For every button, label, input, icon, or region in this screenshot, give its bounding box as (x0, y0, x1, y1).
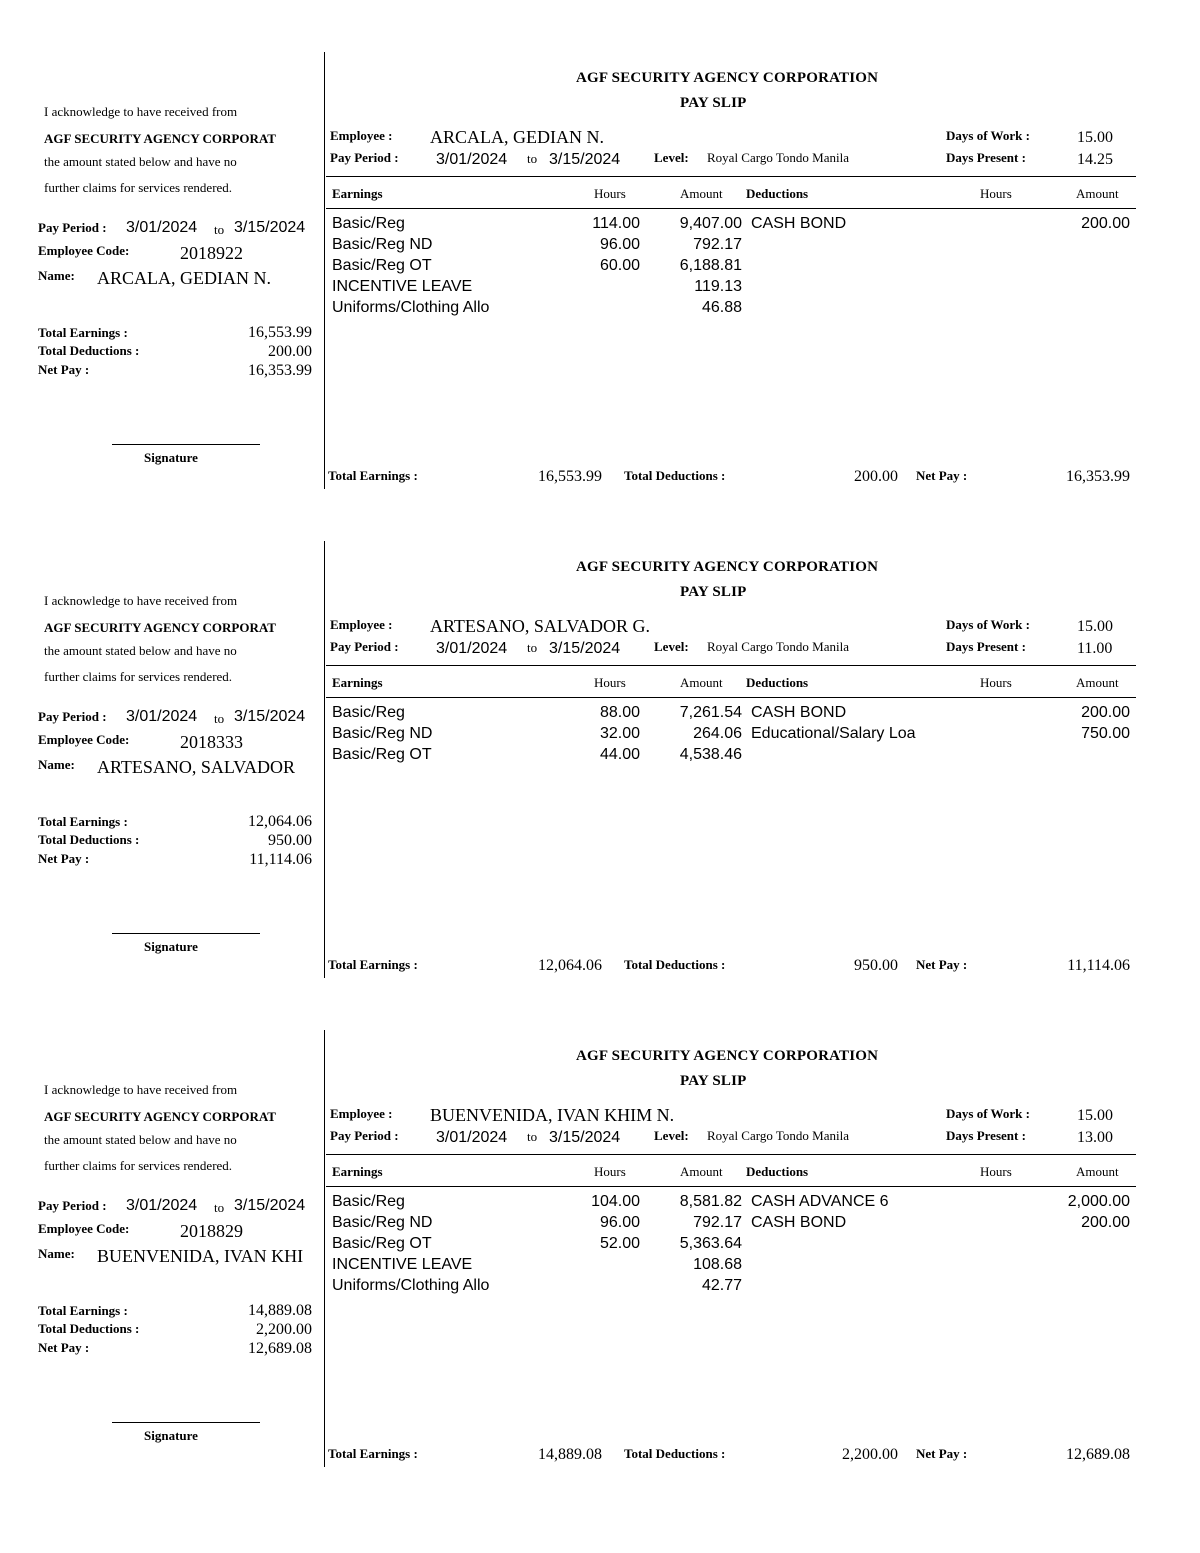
payslip-1 (0, 52, 1200, 522)
signature-line (112, 933, 260, 934)
level-label: Level: (654, 150, 689, 165)
stub-net-pay: 16,353.99 (248, 362, 312, 379)
footer-total-earnings: 16,553.99 (538, 468, 602, 485)
ack-line-1: I acknowledge to have received from (44, 104, 238, 119)
stub-net-pay: 11,114.06 (249, 851, 312, 868)
deduction-amount: 2,000.00 (1067, 1193, 1130, 1210)
col-hours: Hours (594, 186, 626, 201)
earning-hours: 88.00 (599, 704, 640, 721)
earning-amount: 792.17 (693, 1214, 742, 1231)
earning-amount: 119.13 (694, 278, 742, 295)
level-label: Level: (654, 639, 689, 654)
stub-total-deductions-label: Total Deductions : (38, 832, 140, 847)
period-from: 3/01/2024 (436, 640, 508, 657)
stub-total-deductions-label: Total Deductions : (38, 343, 140, 358)
line-item-row (0, 257, 1200, 278)
col-amount: Amount (680, 186, 723, 201)
line-item-row (0, 1214, 1200, 1235)
earning-amount: 42.77 (701, 1277, 742, 1294)
pay-period-label: Pay Period : (330, 150, 399, 165)
line-item-row (0, 1235, 1200, 1256)
stub-total-deductions-label: Total Deductions : (38, 1321, 140, 1336)
period-from: 3/01/2024 (436, 1129, 508, 1146)
stub-period-to: 3/15/2024 (234, 219, 306, 236)
slip-title: PAY SLIP (680, 584, 747, 600)
line-item-row (0, 1256, 1200, 1277)
earning-amount: 8,581.82 (679, 1193, 742, 1210)
ack-line-3: the amount stated below and have no (44, 154, 237, 169)
days-present: 14.25 (1077, 151, 1113, 168)
col-amount-2: Amount (1076, 675, 1119, 690)
days-present: 11.00 (1077, 640, 1113, 657)
footer-total-deductions-label: Total Deductions : (624, 468, 726, 483)
period-to: 3/15/2024 (549, 1129, 621, 1146)
earning-hours: 114.00 (592, 215, 640, 232)
earning-desc: Uniforms/Clothing Allo (332, 299, 490, 316)
stub-period-to: 3/15/2024 (234, 1197, 306, 1214)
stub-total-earnings: 16,553.99 (248, 324, 312, 341)
employee-name: BUENVENIDA, IVAN KHIM N. (430, 1105, 675, 1125)
stub-employee-code: 2018829 (180, 1221, 243, 1241)
pay-period-label: Pay Period : (330, 1128, 399, 1143)
stub-net-pay-label: Net Pay : (38, 1340, 90, 1355)
col-earnings: Earnings (332, 1164, 383, 1179)
level-value: Royal Cargo Tondo Manila (707, 639, 849, 654)
earning-amount: 7,261.54 (679, 704, 742, 721)
to-label: to (527, 640, 538, 655)
stub-total-earnings: 14,889.08 (248, 1302, 312, 1319)
stub-pay-period-label: Pay Period : (38, 709, 107, 724)
earning-desc: Basic/Reg ND (332, 236, 433, 253)
stub-total-earnings-label: Total Earnings : (38, 814, 128, 829)
employee-name: ARTESANO, SALVADOR G. (430, 616, 650, 636)
footer-net-pay: 12,689.08 (1066, 1446, 1130, 1463)
header-bottom-rule (326, 1186, 1136, 1187)
footer-total-earnings-label: Total Earnings : (328, 468, 418, 483)
stub-total-earnings: 12,064.06 (248, 813, 312, 830)
earning-hours: 44.00 (599, 746, 640, 763)
header-bottom-rule (326, 697, 1136, 698)
stub-period-from: 3/01/2024 (126, 219, 198, 236)
earning-hours: 60.00 (599, 257, 640, 274)
ack-line-4: further claims for services rendered. (44, 1158, 233, 1173)
col-hours-2: Hours (980, 675, 1012, 690)
period-to: 3/15/2024 (549, 151, 621, 168)
line-item-row (0, 1277, 1200, 1298)
to-label: to (527, 151, 538, 166)
earning-desc: Basic/Reg (332, 215, 405, 232)
stub-total-deductions: 2,200.00 (256, 1321, 312, 1338)
ack-line-3: the amount stated below and have no (44, 1132, 237, 1147)
pay-period-label: Pay Period : (330, 639, 399, 654)
slip-title: PAY SLIP (680, 1073, 747, 1089)
stub-employee-code: 2018922 (180, 243, 243, 263)
stub-pay-period-label: Pay Period : (38, 220, 107, 235)
stub-name-label: Name: (38, 757, 75, 772)
footer-total-earnings-label: Total Earnings : (328, 1446, 418, 1461)
days-of-work-label: Days of Work : (946, 1106, 1030, 1121)
stub-employee-name: BUENVENIDA, IVAN KHI (97, 1246, 304, 1266)
earning-hours: 96.00 (599, 236, 640, 253)
col-hours-2: Hours (980, 186, 1012, 201)
deduction-desc: Educational/Salary Loa (751, 725, 916, 742)
earning-amount: 4,538.46 (679, 746, 742, 763)
line-item-row (0, 746, 1200, 767)
level-label: Level: (654, 1128, 689, 1143)
days-of-work: 15.00 (1077, 618, 1113, 635)
footer-net-pay-label: Net Pay : (916, 957, 968, 972)
stub-employee-name: ARTESANO, SALVADOR (97, 757, 295, 777)
days-of-work-label: Days of Work : (946, 617, 1030, 632)
days-of-work: 15.00 (1077, 129, 1113, 146)
footer-net-pay-label: Net Pay : (916, 468, 968, 483)
col-deductions: Deductions (746, 675, 809, 690)
signature-line (112, 1422, 260, 1423)
line-item-row (0, 299, 1200, 320)
earning-amount: 264.06 (693, 725, 742, 742)
earning-desc: Basic/Reg OT (332, 257, 432, 274)
stub-employee-code-label: Employee Code: (38, 1221, 130, 1236)
stub-total-earnings-label: Total Earnings : (38, 1303, 128, 1318)
col-earnings: Earnings (332, 675, 383, 690)
earning-desc: Basic/Reg (332, 1193, 405, 1210)
deduction-desc: CASH BOND (751, 1214, 847, 1231)
period-to: 3/15/2024 (549, 640, 621, 657)
earning-amount: 108.68 (693, 1256, 742, 1273)
line-item-row (0, 215, 1200, 236)
employee-name: ARCALA, GEDIAN N. (430, 127, 604, 147)
deduction-amount: 200.00 (1081, 704, 1130, 721)
level-value: Royal Cargo Tondo Manila (707, 1128, 849, 1143)
line-item-row (0, 278, 1200, 299)
header-bottom-rule (326, 208, 1136, 209)
signature-line (112, 444, 260, 445)
company-name: AGF SECURITY AGENCY CORPORATION (576, 1048, 879, 1064)
employee-label: Employee : (330, 1106, 393, 1121)
payslip-3 (0, 1030, 1200, 1500)
col-earnings: Earnings (332, 186, 383, 201)
line-item-row (0, 725, 1200, 746)
footer-total-deductions: 200.00 (854, 468, 898, 485)
stub-net-pay-label: Net Pay : (38, 362, 90, 377)
stub-net-pay: 12,689.08 (248, 1340, 312, 1357)
line-item-row (0, 236, 1200, 257)
stub-to-label: to (214, 222, 225, 237)
stub-total-deductions: 200.00 (268, 343, 312, 360)
stub-employee-name: ARCALA, GEDIAN N. (97, 268, 271, 288)
footer-total-deductions: 950.00 (854, 957, 898, 974)
employee-label: Employee : (330, 128, 393, 143)
footer-net-pay: 16,353.99 (1066, 468, 1130, 485)
days-present: 13.00 (1077, 1129, 1113, 1146)
employee-label: Employee : (330, 617, 393, 632)
col-hours: Hours (594, 675, 626, 690)
days-present-label: Days Present : (946, 1128, 1026, 1143)
earning-amount: 792.17 (693, 236, 742, 253)
ack-line-1: I acknowledge to have received from (44, 1082, 238, 1097)
deduction-desc: CASH BOND (751, 215, 847, 232)
footer-total-earnings-label: Total Earnings : (328, 957, 418, 972)
stub-net-pay-label: Net Pay : (38, 851, 90, 866)
footer-total-deductions-label: Total Deductions : (624, 1446, 726, 1461)
ack-line-4: further claims for services rendered. (44, 669, 233, 684)
header-top-rule (326, 665, 1136, 666)
stub-to-label: to (214, 711, 225, 726)
footer-net-pay: 11,114.06 (1067, 957, 1130, 974)
footer-total-deductions: 2,200.00 (842, 1446, 898, 1463)
stub-to-label: to (214, 1200, 225, 1215)
payslip-2 (0, 541, 1200, 1011)
stub-name-label: Name: (38, 1246, 75, 1261)
ack-line-4: further claims for services rendered. (44, 180, 233, 195)
deduction-amount: 200.00 (1081, 1214, 1130, 1231)
signature-label: Signature (144, 450, 198, 465)
earning-amount: 46.88 (701, 299, 742, 316)
earning-desc: INCENTIVE LEAVE (332, 278, 473, 295)
earning-desc: Basic/Reg OT (332, 1235, 432, 1252)
earning-amount: 5,363.64 (679, 1235, 742, 1252)
col-amount: Amount (680, 1164, 723, 1179)
signature-label: Signature (144, 939, 198, 954)
col-deductions: Deductions (746, 1164, 809, 1179)
footer-total-deductions-label: Total Deductions : (624, 957, 726, 972)
stub-employee-code-label: Employee Code: (38, 732, 130, 747)
ack-line-3: the amount stated below and have no (44, 643, 237, 658)
earning-amount: 6,188.81 (679, 257, 742, 274)
line-item-row (0, 1193, 1200, 1214)
deduction-amount: 750.00 (1081, 725, 1130, 742)
days-of-work: 15.00 (1077, 1107, 1113, 1124)
col-hours: Hours (594, 1164, 626, 1179)
earning-hours: 52.00 (599, 1235, 640, 1252)
deduction-desc: CASH BOND (751, 704, 847, 721)
deduction-desc: CASH ADVANCE 6 (751, 1193, 889, 1210)
slip-title: PAY SLIP (680, 95, 747, 111)
earning-desc: Basic/Reg ND (332, 725, 433, 742)
footer-net-pay-label: Net Pay : (916, 1446, 968, 1461)
stub-name-label: Name: (38, 268, 75, 283)
company-name: AGF SECURITY AGENCY CORPORATION (576, 70, 879, 86)
header-top-rule (326, 1154, 1136, 1155)
footer-total-earnings: 12,064.06 (538, 957, 602, 974)
earning-amount: 9,407.00 (679, 215, 742, 232)
stub-pay-period-label: Pay Period : (38, 1198, 107, 1213)
days-present-label: Days Present : (946, 639, 1026, 654)
earning-hours: 96.00 (599, 1214, 640, 1231)
level-value: Royal Cargo Tondo Manila (707, 150, 849, 165)
col-hours-2: Hours (980, 1164, 1012, 1179)
to-label: to (527, 1129, 538, 1144)
earning-hours: 32.00 (599, 725, 640, 742)
header-top-rule (326, 176, 1136, 177)
earning-desc: Basic/Reg ND (332, 1214, 433, 1231)
stub-period-to: 3/15/2024 (234, 708, 306, 725)
stub-employee-code: 2018333 (180, 732, 243, 752)
earning-desc: Basic/Reg (332, 704, 405, 721)
stub-total-earnings-label: Total Earnings : (38, 325, 128, 340)
ack-line-1: I acknowledge to have received from (44, 593, 238, 608)
footer-total-earnings: 14,889.08 (538, 1446, 602, 1463)
earning-desc: Basic/Reg OT (332, 746, 432, 763)
ack-company: AGF SECURITY AGENCY CORPORAT (44, 1109, 276, 1124)
earning-desc: Uniforms/Clothing Allo (332, 1277, 490, 1294)
stub-period-from: 3/01/2024 (126, 1197, 198, 1214)
ack-company: AGF SECURITY AGENCY CORPORAT (44, 620, 276, 635)
period-from: 3/01/2024 (436, 151, 508, 168)
col-amount: Amount (680, 675, 723, 690)
days-of-work-label: Days of Work : (946, 128, 1030, 143)
col-amount-2: Amount (1076, 186, 1119, 201)
col-amount-2: Amount (1076, 1164, 1119, 1179)
stub-employee-code-label: Employee Code: (38, 243, 130, 258)
stub-total-deductions: 950.00 (268, 832, 312, 849)
ack-company: AGF SECURITY AGENCY CORPORAT (44, 131, 276, 146)
days-present-label: Days Present : (946, 150, 1026, 165)
earning-desc: INCENTIVE LEAVE (332, 1256, 473, 1273)
earning-hours: 104.00 (591, 1193, 640, 1210)
company-name: AGF SECURITY AGENCY CORPORATION (576, 559, 879, 575)
line-item-row (0, 704, 1200, 725)
signature-label: Signature (144, 1428, 198, 1443)
stub-period-from: 3/01/2024 (126, 708, 198, 725)
deduction-amount: 200.00 (1081, 215, 1130, 232)
col-deductions: Deductions (746, 186, 809, 201)
